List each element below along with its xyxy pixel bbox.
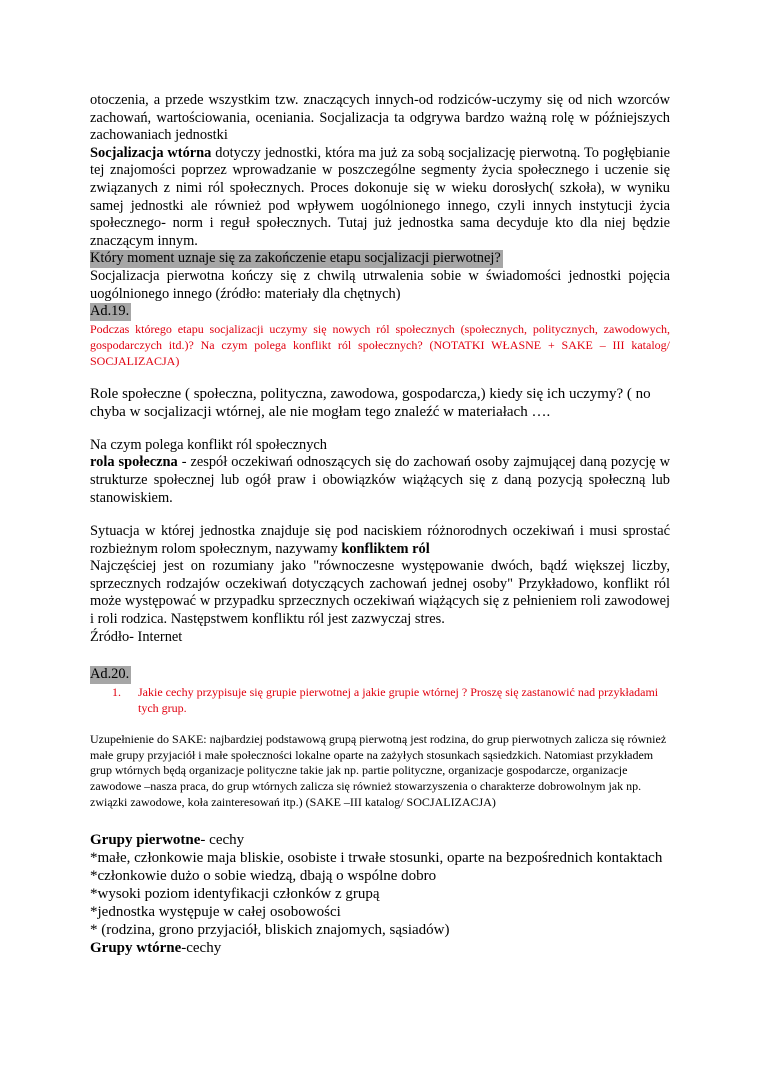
paragraph-najczesciej: Najczęściej jest on rozumiany jako "równoczesne występowanie dwóch, bądź większej liczby, sprzecznych rodzajów oczekiwań dotyczących zachowań jednej osoby" Przykładowo, konflikt ról może występować w przypadku sprzecznych oczekiwań wiążących się z pełnieniem roli zawodowej i roli rodzica. Następstwem konfliktu ról jest zazwyczaj stres. <box>90 558 670 628</box>
list-item: *wysoki poziom identyfikacji członków z grupą <box>90 885 380 902</box>
question-18 <box>90 250 670 268</box>
term-konflikt-rol: konfliktem ról <box>341 540 430 557</box>
list-item: *małe, członkowie maja bliskie, osobiste i trwałe stosunki, oparte na bezpośrednich kontaktach <box>90 849 663 866</box>
answer-18: Socjalizacja pierwotna kończy się z chwilą utrwalenia sobie w świadomości jednostki pojęcia uogólnionego innego (źródło: materiały dla chętnych) <box>90 267 670 302</box>
heading-ad20: Ad.20. <box>90 666 130 683</box>
term-rola-spoleczna: rola społeczna <box>90 454 178 471</box>
heading-grupy-wtorne: Grupy wtórne-cechy <box>90 939 222 956</box>
term-secondary-socialization: Socjalizacja wtórna <box>90 144 212 161</box>
source-internet: Źródło- Internet <box>90 628 183 645</box>
konflikt-heading: Na czym polega konflikt ról społecznych <box>90 436 327 453</box>
document-page <box>90 92 670 957</box>
question-18-highlight: Który moment uznaje się za zakończenie etapu socjalizacji pierwotnej? <box>90 250 501 267</box>
question-20: 1. Jakie cechy przypisuje się grupie pierwotnej a jakie grupie wtórnej ? Proszę się zastanowić nad przykładami tych grup. <box>112 684 659 715</box>
question-19: Podczas którego etapu socjalizacji uczymy się nowych ról społecznych (społecznych, politycznych, zawodowych, gospodarczych itd.)? Na czym polega konflikt ról społecznych? (NOTATKI WŁASNE + SAKE – III katalog/ SOCJALIZACJA) <box>90 321 670 368</box>
paragraph-primary-socialization: otoczenia, a przede wszystkim tzw. znaczących innych-od rodziców-uczymy się od nich wzorców zachowań, wartościowania, oceniania. Socjalizacja ta odgrywa bardzo ważną rolę w późniejszych zachowaniach jednostki <box>90 92 670 144</box>
paragraph-sytuacja: Sytuacja w której jednostka znajduje się pod naciskiem różnorodnych oczekiwań i musi sprostać rozbieżnym rolom społecznym, nazywamy konfliktem ról <box>90 523 670 557</box>
heading-ad19: Ad.19. <box>90 303 130 320</box>
heading-grupy-pierwotne: Grupy pierwotne- cechy <box>90 831 245 848</box>
paragraph-rola-spoleczna: rola społeczna - zespół oczekiwań odnoszących się do zachowań osoby zajmującej daną pozycję w strukturze społecznej lub ogół praw i obowiązków wiążących się z daną pozycją społeczną lub stanowiskiem. <box>90 454 671 506</box>
paragraph-secondary-socialization: Socjalizacja wtórna dotyczy jednostki, która ma już za sobą socjalizację pierwotną. To pogłębianie tej znajomości poprzez wprowadzanie w poszczególne segmenty życia społecznego i uczenie się związanych z nimi ról społecznych. Proces dokonuje się w wieku dorosłych( szkoła), w wyniku samej jednostki ale również pod wpływem uogólnionego innego, czyli innych instytucji życia społecznego- norm i reguł społecznych. Tutaj już jednostka sama decyduje kto dla niej będzie znaczącym innym. <box>90 144 671 249</box>
list-item: *jednostka występuje w całej osobowości <box>90 903 341 920</box>
answer-19: Role społeczne ( społeczna, polityczna, zawodowa, gospodarcza,) kiedy się ich uczymy? ( no chyba w socjalizacji wtórnej, ale nie mogłam tego znaleźć w materiałach …. <box>90 385 651 420</box>
list-item: * (rodzina, grono przyjaciół, bliskich znajomych, sąsiadów) <box>90 921 450 938</box>
list-item: *członkowie dużo o sobie wiedzą, dbają o wspólne dobro <box>90 867 437 884</box>
supplement-sake: Uzupełnienie do SAKE: najbardziej podstawową grupą pierwotną jest rodzina, do grup pierwotnych zalicza się również małe grupy przyjaciół i małe społeczności lokalne oparte na zażyłych stosunkach sąsiedzkich. Natomiast przykładem grup wtórnych będą organizacje polityczne takie jak np. partie polityczne, organizacje gospodarcze, organizacje zawodowe –nasza praca, do grup wtórnych zalicza się również stowarzyszenia o charakterze dobrowolnym jak np. związki zawodowe, koła zainteresowań itp.) (SAKE –III katalog/ SOCJALIZACJA) <box>90 731 667 810</box>
